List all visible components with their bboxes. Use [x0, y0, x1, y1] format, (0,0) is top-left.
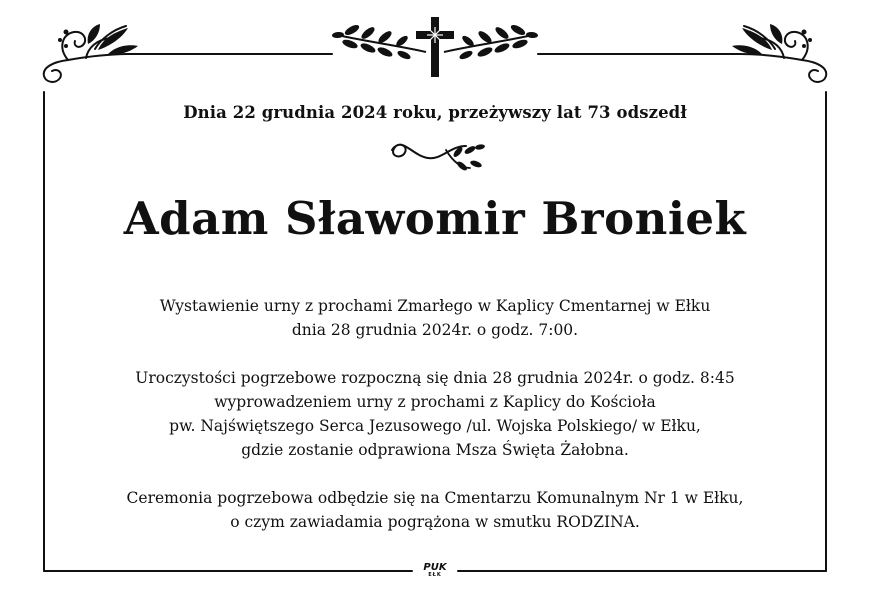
paragraph-line: gdzie zostanie odprawiona Msza Święta Żałobna.: [241, 441, 629, 459]
deceased-name: Adam Sławomir Broniek: [123, 192, 747, 245]
paragraph-line: wyprowadzeniem urny z prochami z Kaplicy do Kościoła: [214, 393, 656, 411]
paragraph-line: dnia 28 grudnia 2024r. o godz. 7:00.: [291, 321, 579, 339]
logo-sub-text: EŁK: [428, 572, 442, 578]
puk-logo: [415, 562, 455, 578]
funeral-ceremony-paragraph: [0, 366, 870, 462]
urn-viewing-paragraph: [0, 294, 870, 342]
paragraph-line: Wystawienie urny z prochami Zmarłego w Kaplicy Cmentarnej w Ełku: [159, 297, 711, 315]
logo-main-text: PUK: [423, 562, 447, 573]
burial-paragraph: [0, 486, 870, 534]
paragraph-line: Ceremonia pogrzebowa odbędzie się na Cmentarzu Komunalnym Nr 1 w Ełku,: [126, 489, 744, 507]
death-announcement-intro: Dnia 22 grudnia 2024 roku, przeżywszy lat 73 odszedł: [183, 103, 687, 122]
swirl-leaf-divider-icon: [392, 144, 485, 172]
cross-with-olive-branches-icon: [332, 17, 538, 77]
paragraph-line: Uroczystości pogrzebowe rozpoczną się dnia 28 grudnia 2024r. o godz. 8:45: [135, 369, 735, 387]
paragraph-line: o czym zawiadamia pogrążona w smutku RODZINA.: [230, 513, 640, 531]
paragraph-line: pw. Najświętszego Serca Jezusowego /ul. Wojska Polskiego/ w Ełku,: [169, 417, 701, 435]
